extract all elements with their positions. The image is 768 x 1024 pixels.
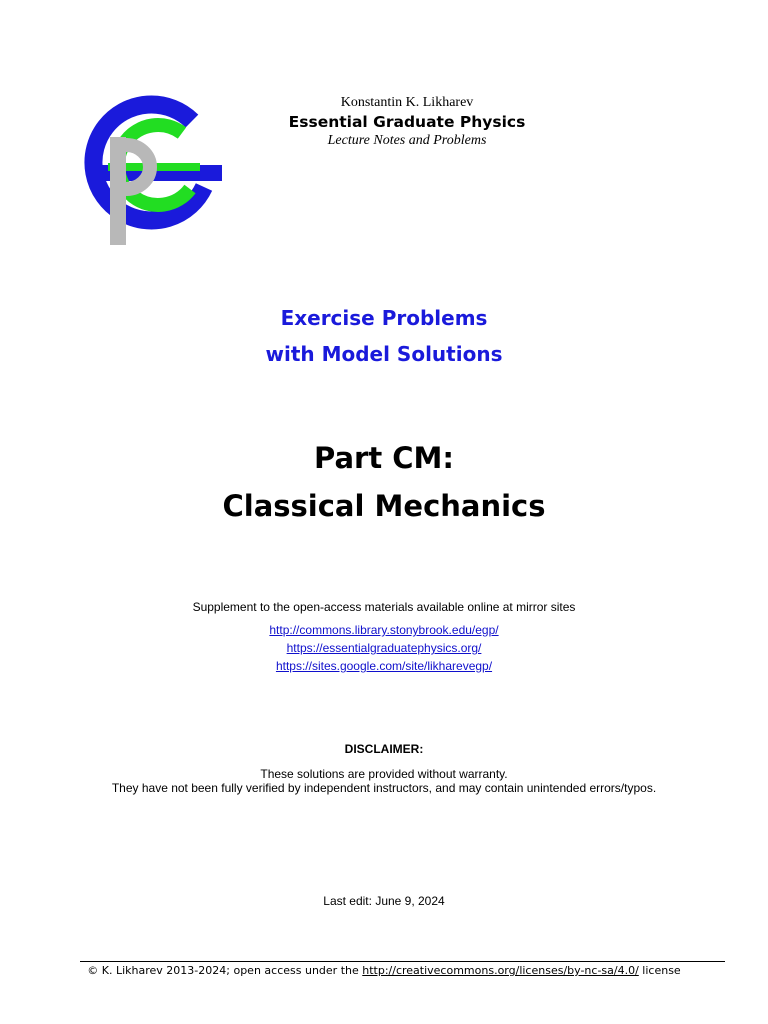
disclaimer-line-1: These solutions are provided without warranty. xyxy=(260,767,508,781)
mirror-link-stonybrook[interactable]: http://commons.library.stonybrook.edu/egp/ xyxy=(269,623,499,637)
last-edit-date: Last edit: June 9, 2024 xyxy=(323,894,445,908)
footer-suffix: license xyxy=(638,964,681,977)
logo-letter-p-stem xyxy=(110,137,126,245)
supplement-section xyxy=(0,598,768,675)
disclaimer-section xyxy=(0,742,768,795)
mirror-link-google-sites[interactable]: https://sites.google.com/site/likharevegp/ xyxy=(275,659,493,673)
exercise-title-line-2: with Model Solutions xyxy=(265,342,503,366)
disclaimer-line-2: They have not been fully verified by independent instructors, and may contain unintended errors/typos. xyxy=(111,781,657,795)
egp-logo-icon xyxy=(72,85,228,247)
mirror-link-egp[interactable]: https://essentialgraduatephysics.org/ xyxy=(286,641,482,655)
series-title: Essential Graduate Physics xyxy=(288,113,526,131)
footer-license-link[interactable]: http://creativecommons.org/licenses/by-nc-sa/4.0/ xyxy=(362,964,639,977)
series-subtitle: Lecture Notes and Problems xyxy=(327,133,487,148)
footer-prefix: © K. Likharev 2013-2024; open access under the xyxy=(87,964,363,977)
footer-license xyxy=(0,964,768,978)
exercise-title xyxy=(0,300,768,372)
exercise-title-line-1: Exercise Problems xyxy=(280,306,488,330)
disclaimer-title: DISCLAIMER: xyxy=(344,742,424,756)
footer-divider xyxy=(80,961,725,962)
series-header xyxy=(262,95,552,149)
supplement-text: Supplement to the open-access materials available online at mirror sites xyxy=(192,600,576,614)
part-title xyxy=(0,434,768,530)
mirror-links xyxy=(0,621,768,675)
part-title-line-1: Part CM: xyxy=(313,441,455,475)
part-title-line-2: Classical Mechanics xyxy=(222,489,546,523)
author-name: Konstantin K. Likharev xyxy=(340,95,474,110)
